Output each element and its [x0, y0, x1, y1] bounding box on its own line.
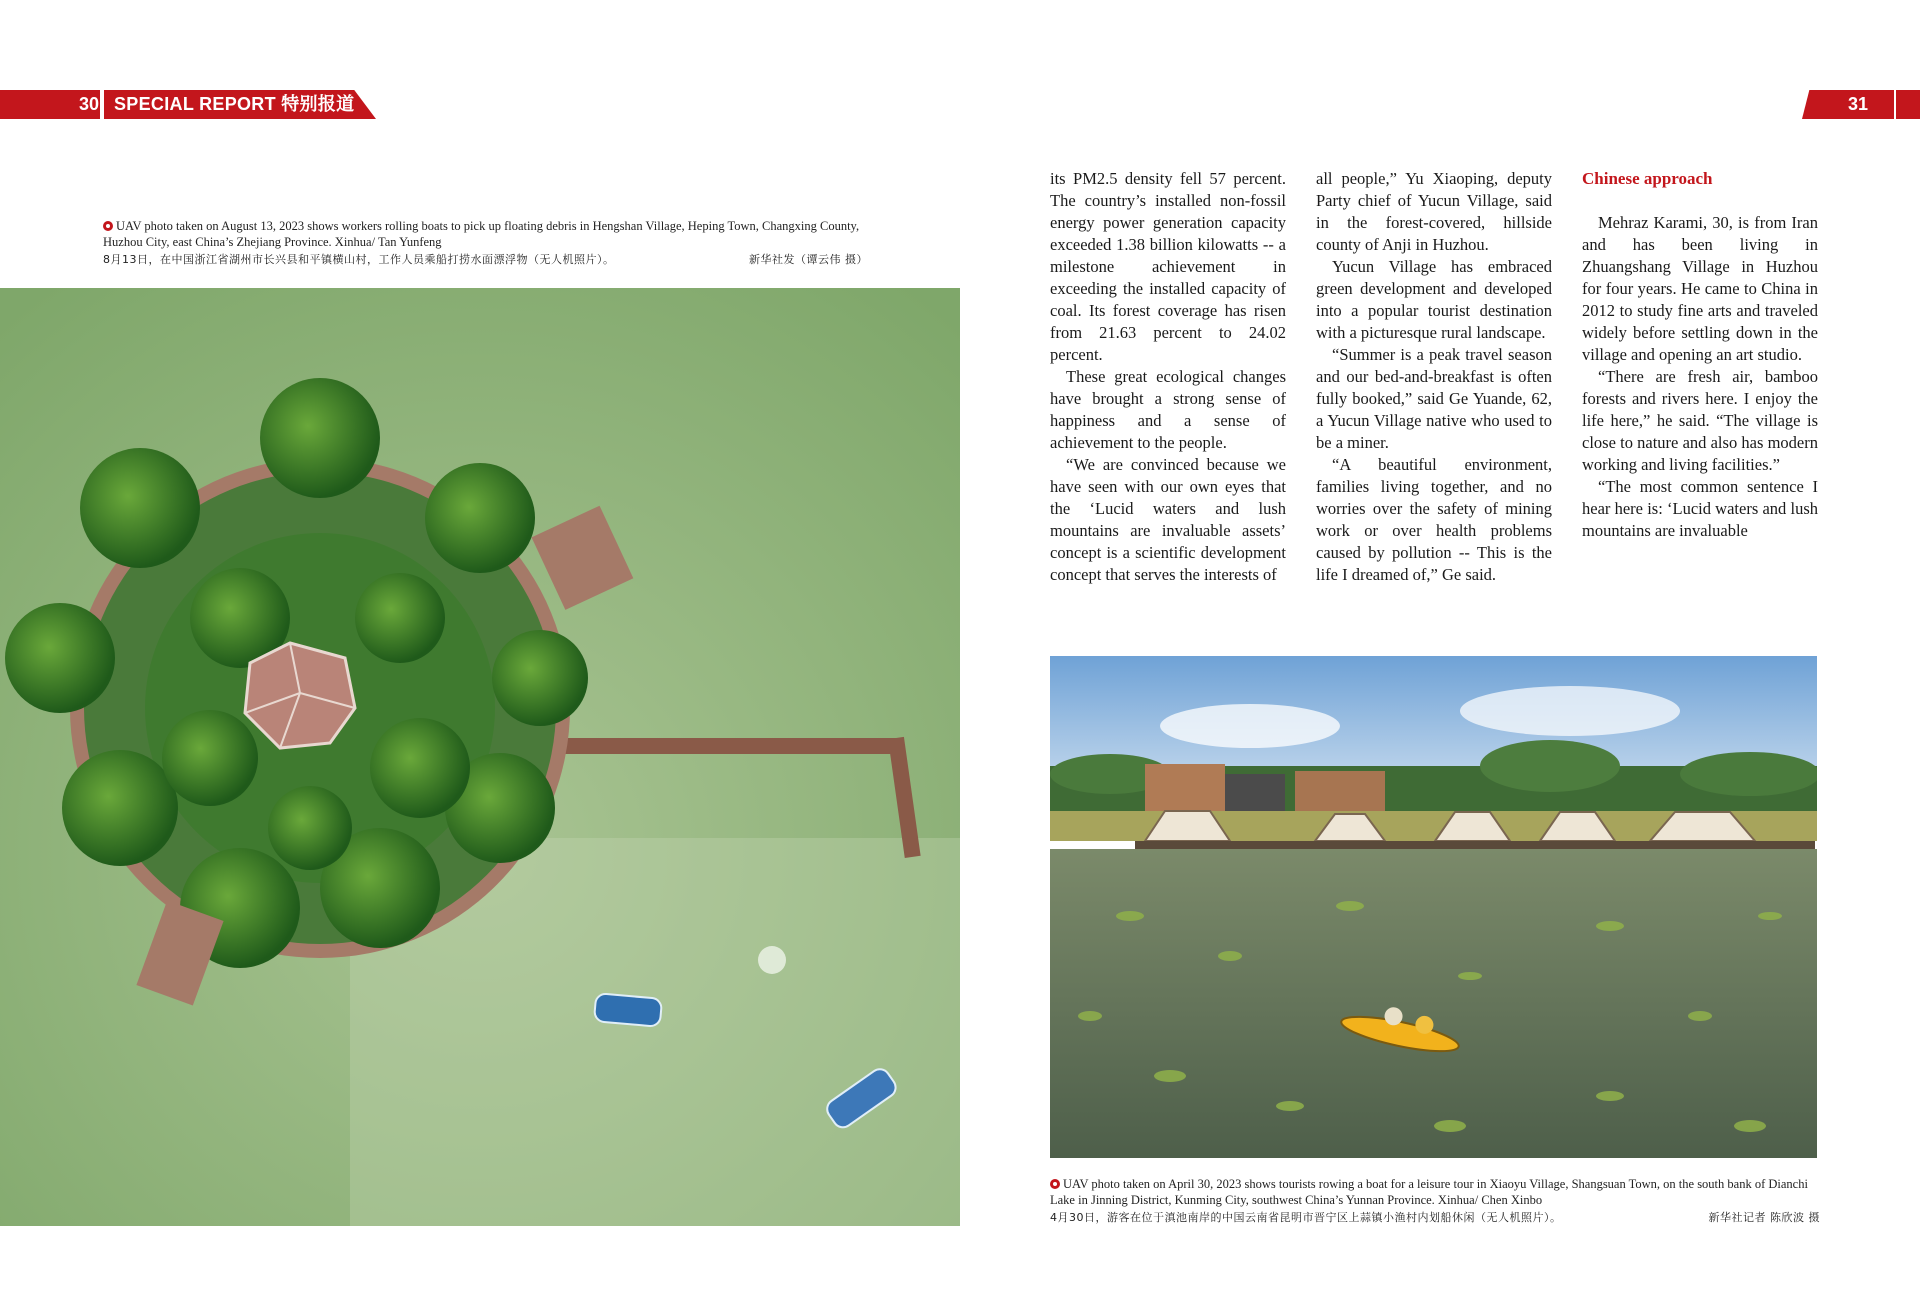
- caption-bullet-icon: [1050, 1179, 1060, 1189]
- photo-lake-village: [1050, 656, 1817, 1158]
- photo2-caption: [1050, 1176, 1820, 1226]
- article-paragraph: “Summer is a peak travel season and our bed-and-breakfast is often fully booked,” said Ge Yuande, 62, a Yucun Village native who used to be a miner.: [1316, 345, 1552, 452]
- photo1-credit-cn: 新华社发（谭云伟 摄）: [749, 253, 868, 266]
- page-header-right: [1802, 90, 1920, 119]
- photo-aerial-island: [0, 288, 960, 1226]
- article-paragraph: Yucun Village has embraced green development and developed into a popular tourist destination with a picturesque rural landscape.: [1316, 257, 1552, 342]
- article-column-3: [1582, 168, 1818, 542]
- photo2-caption-en: UAV photo taken on April 30, 2023 shows tourists rowing a boat for a leisure tour in Xiaoyu Village, Shangsuan Town, on the south bank of Dianchi Lake in Jinning District, Kunming City, southwest China’s Yunnan Province. Xinhua/ Chen Xinbo: [1050, 1177, 1808, 1207]
- article-paragraph: “A beautiful environment, families living together, and no worries over the safety of mining work or over health problems caused by pollution -- This is the life I dreamed of,” Ge said.: [1316, 455, 1552, 584]
- photo1-caption-en: UAV photo taken on August 13, 2023 shows workers rolling boats to pick up floating debris in Hengshan Village, Heping Town, Changxing County, Huzhou City, east China’s Zhejiang Province. Xinhua/ Tan Yunfeng: [103, 219, 860, 249]
- caption-bullet-icon: [103, 221, 113, 231]
- photo1-caption-cn: 8月13日，在中国浙江省湖州市长兴县和平镇横山村，工作人员乘船打捞水面漂浮物（无人机照片）。: [103, 253, 615, 266]
- page-header-left: [0, 90, 375, 119]
- article-paragraph: “There are fresh air, bamboo forests and rivers here. I enjoy the life here,” he said. “The village is close to nature and also has modern working and living facilities.”: [1582, 367, 1818, 474]
- article-column-2: [1316, 168, 1552, 586]
- article-column-1: [1050, 168, 1286, 586]
- article-paragraph: Mehraz Karami, 30, is from Iran and has been living in Zhuangshang Village in Huzhou for four years. He came to China in 2012 to study fine arts and traveled widely before settling down in the village and opening an art studio.: [1582, 213, 1818, 364]
- article-paragraph: all people,” Yu Xiaoping, deputy Party chief of Yucun Village, said in the forest-covered, hillside county of Anji in Huzhou.: [1316, 169, 1552, 254]
- photo2-credit-cn: 新华社记者 陈欣波 摄: [1708, 1211, 1820, 1224]
- article-paragraph: its PM2.5 density fell 57 percent. The country’s installed non-fossil energy power generation capacity exceeded 1.38 billion kilowatts -- a milestone achievement in exceeding the installed capacity of coal. Its forest coverage has risen from 21.63 percent to 24.02 percent.: [1050, 169, 1286, 364]
- page-number-left: 30: [78, 94, 100, 114]
- section-title: SPECIAL REPORT 特别报道: [114, 94, 355, 114]
- photo1-caption: [103, 218, 868, 268]
- article-subheading: Chinese approach: [1582, 169, 1713, 188]
- header-bar-right: [1896, 90, 1920, 119]
- page-number-right: 31: [1848, 94, 1869, 114]
- article-paragraph: “We are convinced because we have seen with our own eyes that the ‘Lucid waters and lush mountains are invaluable assets’ concept is a scientific development concept that serves the interests of: [1050, 455, 1286, 584]
- photo2-caption-cn: 4月30日，游客在位于滇池南岸的中国云南省昆明市晋宁区上蒜镇小渔村内划船休闲（无人机照片）。: [1050, 1211, 1562, 1224]
- article-paragraph: “The most common sentence I hear here is: ‘Lucid waters and lush mountains are invaluable: [1582, 477, 1818, 540]
- article-paragraph: These great ecological changes have brought a strong sense of happiness and a sense of achievement to the people.: [1050, 367, 1286, 452]
